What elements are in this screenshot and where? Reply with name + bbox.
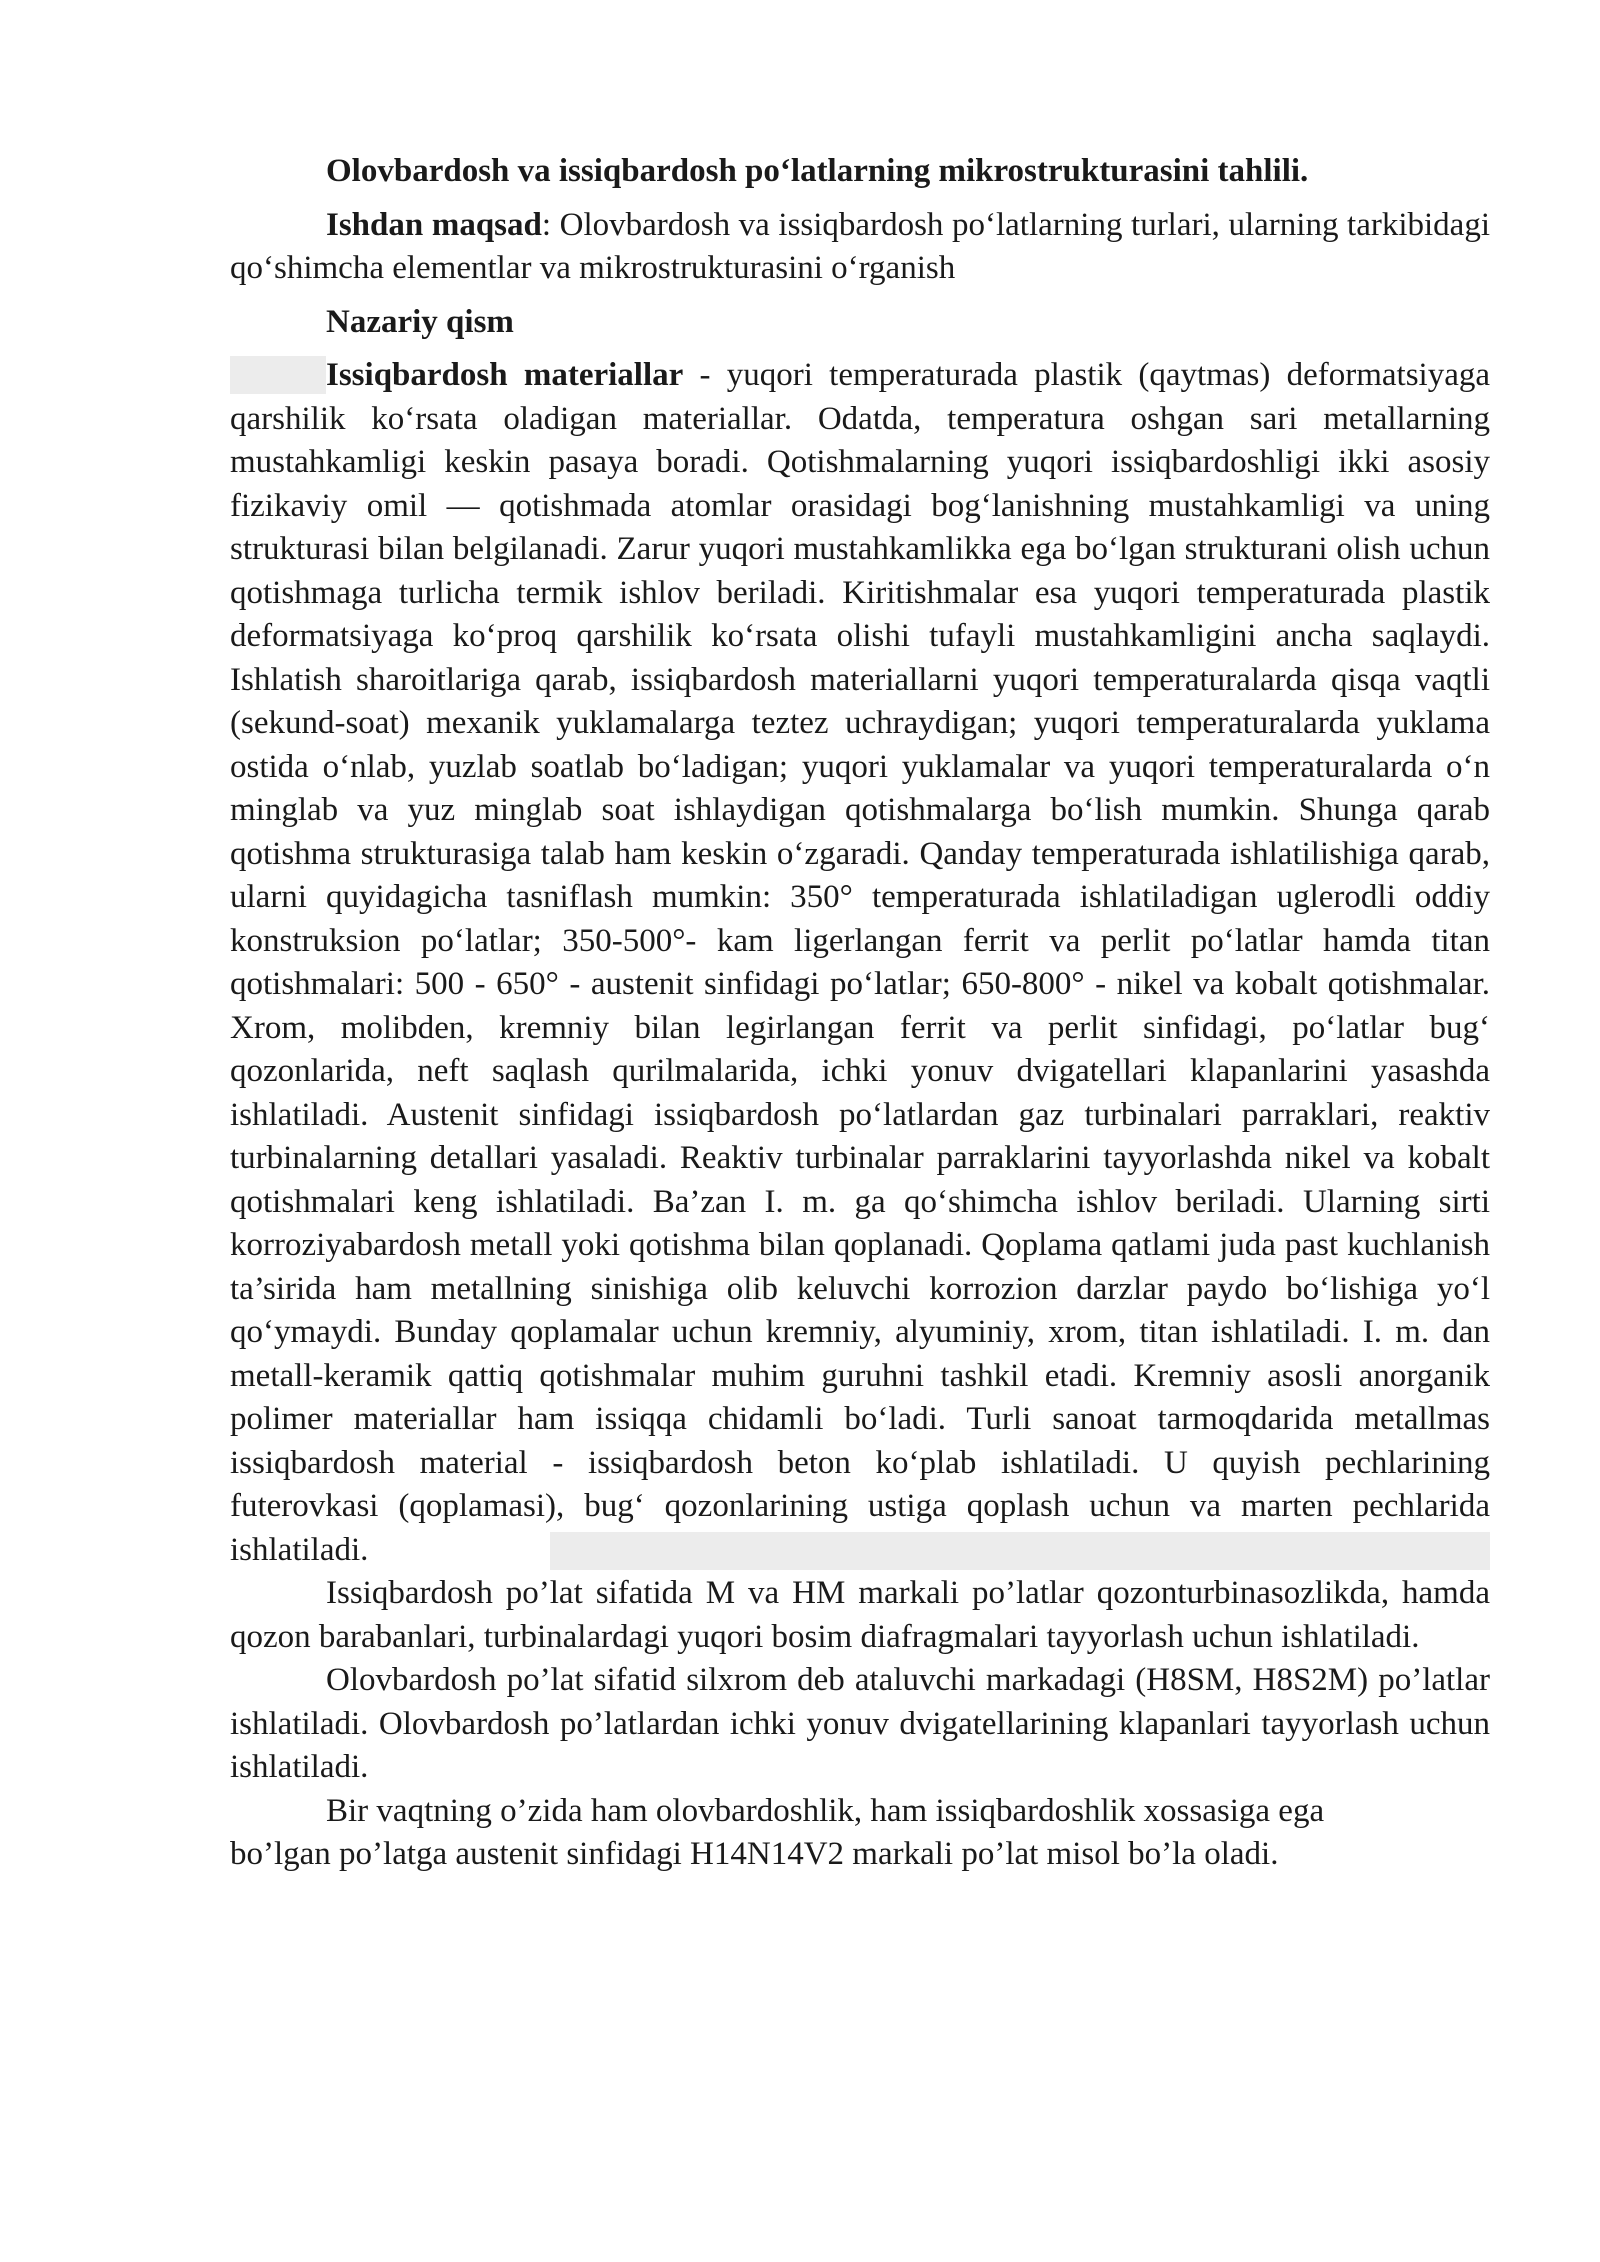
paragraph-fire-resistant-steel: Olovbardosh po’lat sifatid silxrom deb ataluvchi markadagi (H8SM, H8S2M) po’latlar ishlatiladi. Olovbardosh po’latlardan ichki yonuv dvigatellarining klapanlari tayyorlash uchun ishlatiladi. [230,1662,1490,1785]
section-heading: Nazariy qism [326,303,514,340]
paragraph-heat-resistant-materials [230,354,1490,1572]
paragraph-lead-term: Issiqbardosh materiallar [326,357,684,393]
document-title: Olovbardosh va issiqbardosh po‘latlarning mikrostrukturasini tahlili. [326,153,1309,189]
aim-label: Ishdan maqsad [326,206,542,243]
aim-text: : Olovbardosh va issiqbardosh po‘latlarning turlari, ularning tarkibidagi qo‘shimcha elementlar va mikrostrukturasini o‘rganish [230,206,1491,286]
paragraph-heat-resistant-steel: Issiqbardosh po’lat sifatida M va HM markali po’latlar qozonturbinasozlikda, hamda qozon barabanlari, turbinalardagi yuqori bosim diafragmalari tayyorlash uchun ishlatiladi. [230,1575,1490,1655]
highlighted-paragraph-block [230,354,1490,1572]
paragraph-austenite-example: Bir vaqtning o’zida ham olovbardoshlik, ham issiqbardoshlik xossasiga ega bo’lgan po’latga austenit sinfidagi H14N14V2 markali po’lat misol bo’la oladi. [230,1792,1325,1872]
paragraph-body: - yuqori temperaturada plastik (qaytmas) deformatsiyaga qarshilik ko‘rsata oladigan materiallar. Odatda, temperatura oshgan sari metallarning mustahkamligi keskin pasaya boradi. Qotishmalarning yuqori issiqbardoshligi ikki asosiy fizikaviy omil — qotishmada atomlar orasidagi bog‘lanishning mustahkamligi va uning strukturasi bilan belgilanadi. Zarur yuqori mustahkamlikka ega bo‘lgan strukturani olish uchun qotishmaga turlicha termik ishlov beriladi. Kiritishmalar esa yuqori temperaturada plastik deformatsiyaga ko‘proq qarshilik ko‘rsata olishi tufayli mustahkamligini ancha saqlaydi. Ishlatish sharoitlariga qarab, issiqbardosh materiallarni yuqori temperaturalarda qisqa vaqtli (sekund-soat) mexanik yuklamalarga teztez uchraydigan; yuqori temperaturalarda yuklama ostida o‘nlab, yuzlab soatlab bo‘ladigan; yuqori yuklamalar va yuqori temperaturalarda o‘n minglab va yuz minglab soat ishlaydigan qotishmalarga bo‘lish mumkin. Shunga qarab qotishma strukturasiga talab ham keskin o‘zgaradi. Qanday temperaturada ishlatilishiga qarab, ularni quyidagicha tasniflash mumkin: 350° temperaturada ishlatiladigan uglerodli oddiy konstruksion po‘latlar; 350-500°- kam ligerlangan ferrit va perlit po‘latlar hamda titan qotishmalari: 500 - 650° - austenit sinfidagi po‘latlar; 650-800° - nikel va kobalt qotishmalar. Xrom, molibden, kremniy bilan legirlangan ferrit va perlit sinfidagi, po‘latlar bug‘ qozonlarida, neft saqlash qurilmalarida, ichki yonuv dvigatellari klapanlarini yasashda ishlatiladi. Austenit sinfidagi issiqbardosh po‘latlardan gaz turbinalari parraklari, reaktiv turbinalarning detallari yasaladi. Reaktiv turbinalar parraklarini tayyorlashda nikel va kobalt qotishmalari keng ishlatiladi. Ba’zan I. m. ga qo‘shimcha ishlov beriladi. Ularning sirti korroziyabardosh metall yoki qotishma bilan qoplanadi. Qoplama qatlami juda past kuchlanish ta’sirida ham metallning sinishiga olib keluvchi korrozion darzlar paydo bo‘lishiga yo‘l qo‘ymaydi. Bunday qoplamalar uchun kremniy, alyuminiy, xrom, titan ishlatiladi. I. m. dan metall-keramik qattiq qotishmalar muhim guruhni tashkil etadi. Kremniy asosli anorganik polimer materiallar ham issiqqa chidamli bo‘ladi. Turli sanoat tarmoqdarida metallmas issiqbardosh material - issiqbardosh beton ko‘plab ishlatiladi. U quyish pechlarining futerovkasi (qoplamasi), bug‘ qozonlarining ustiga qoplash uchun va marten pechlarida ishlatiladi. [230,357,1490,1568]
aim-paragraph [230,204,1490,291]
document-page [230,150,1490,1877]
